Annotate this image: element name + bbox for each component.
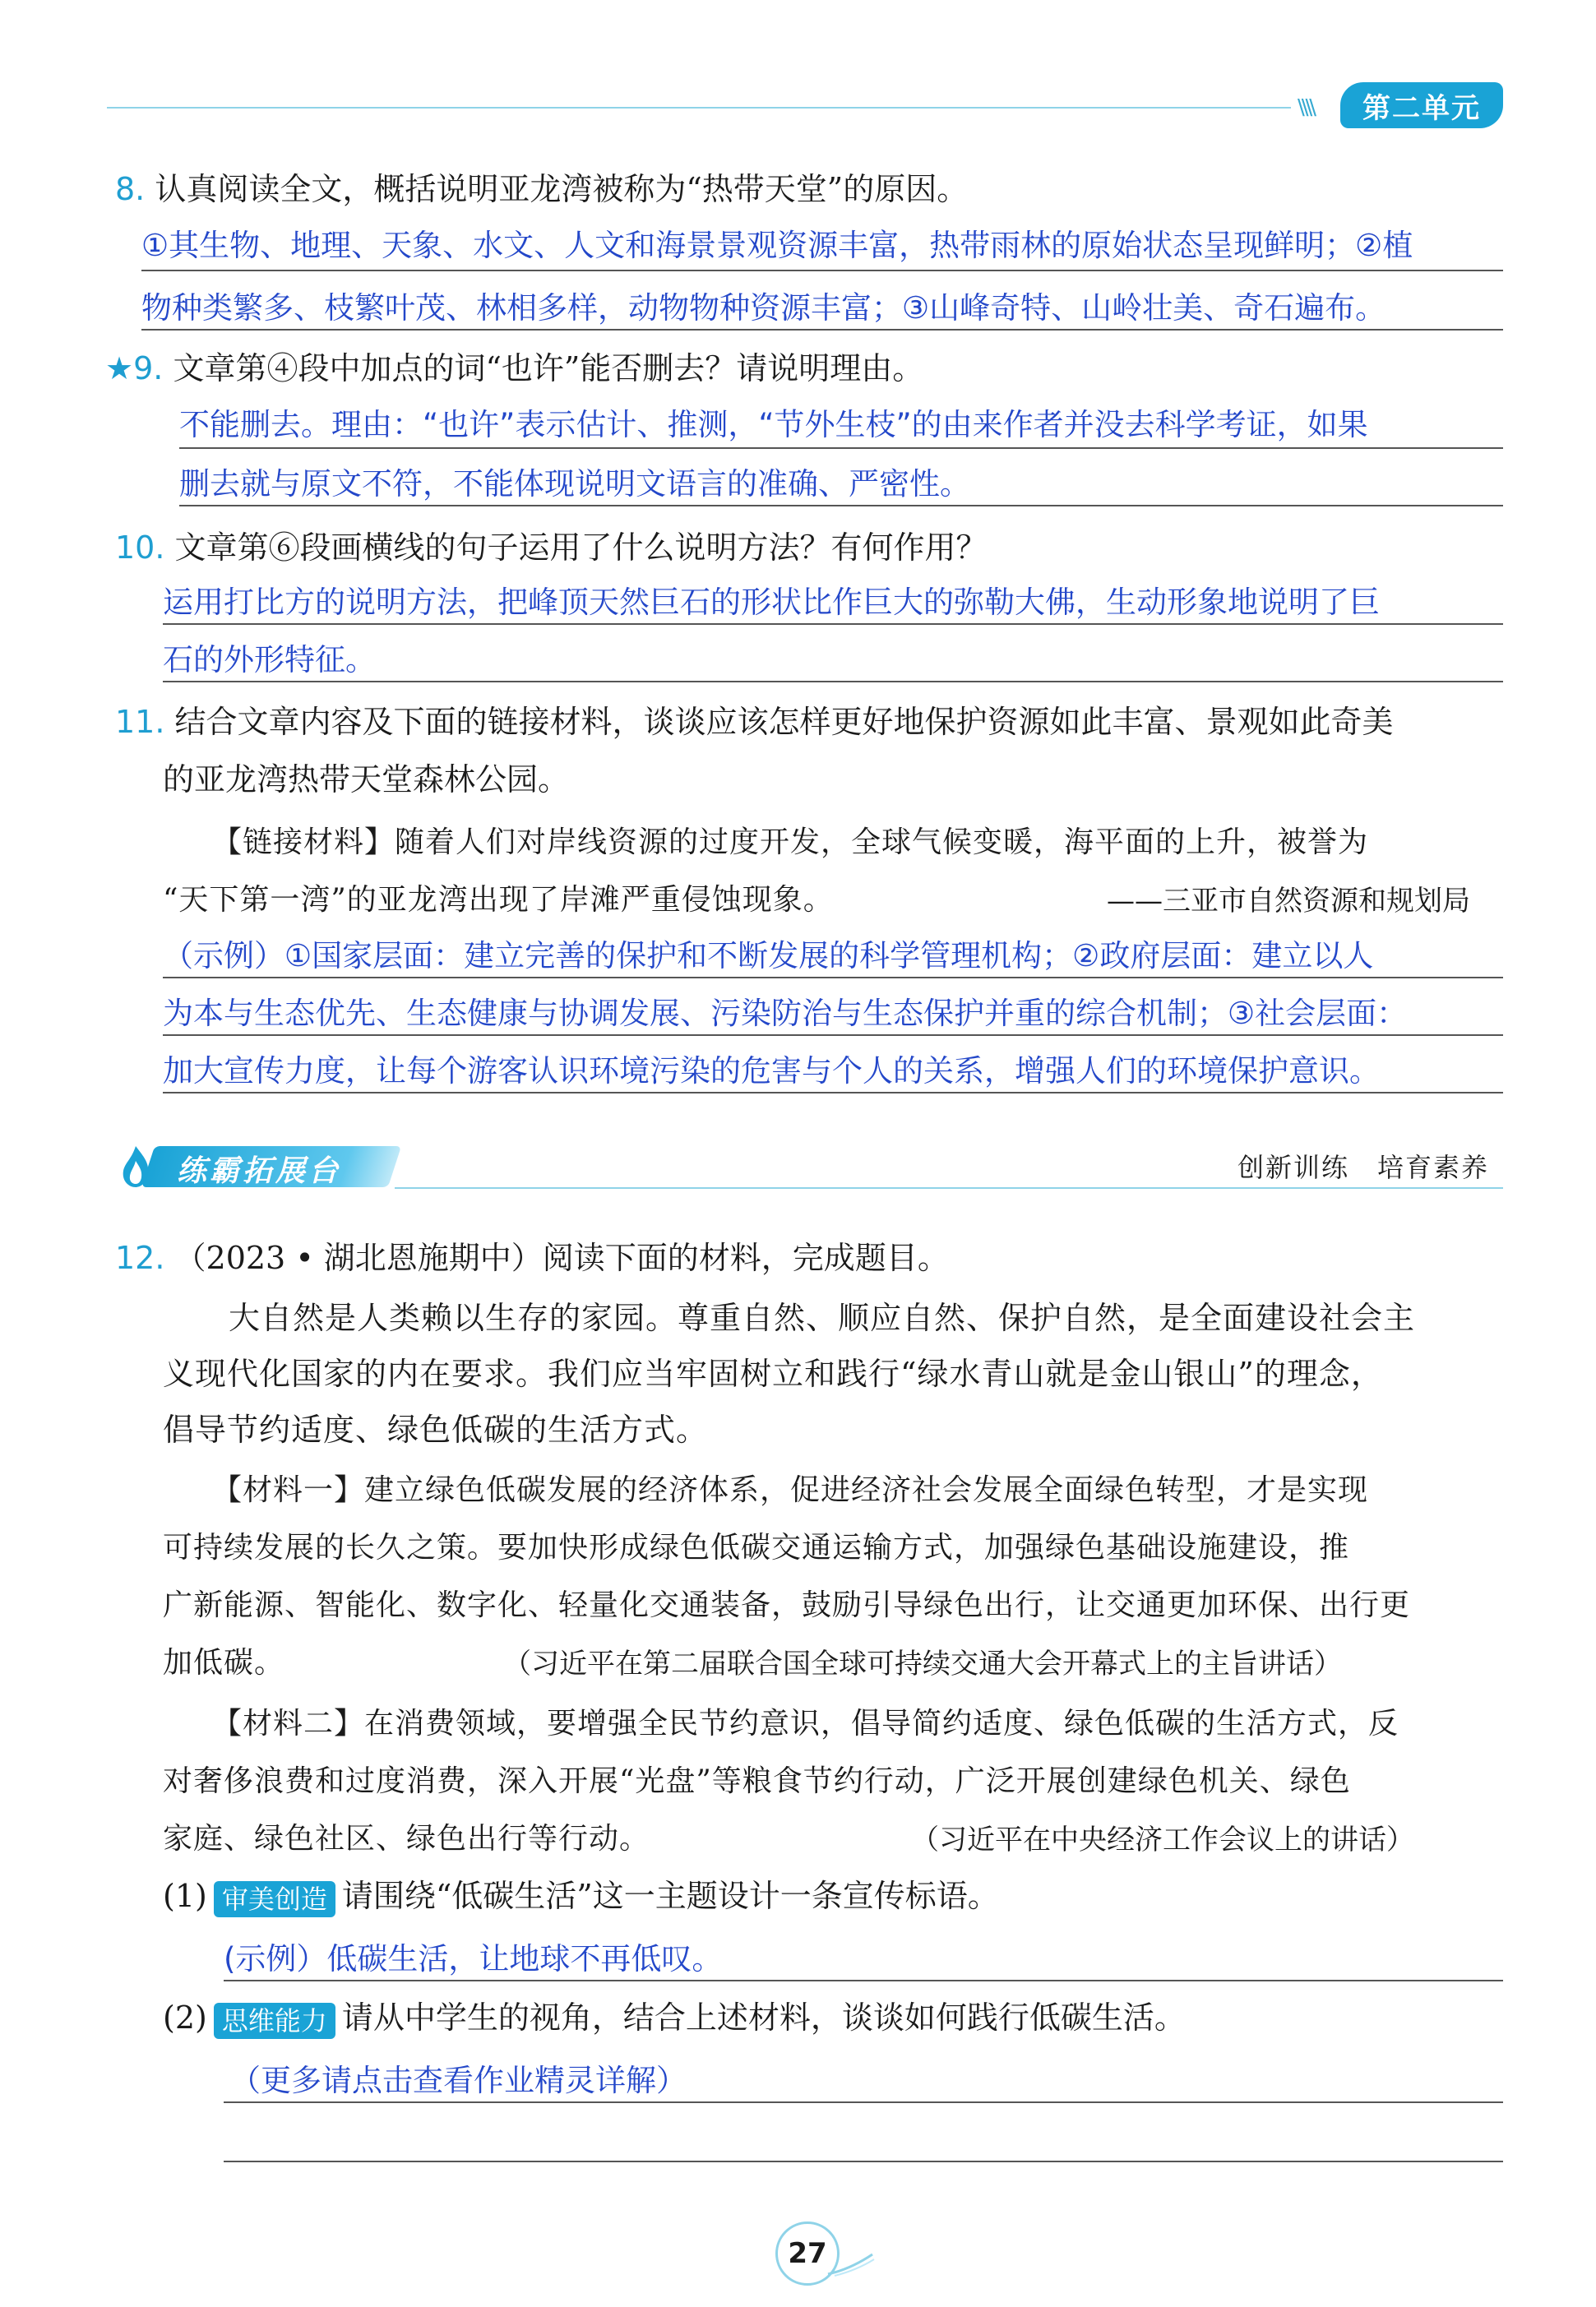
answer-line: 删去就与原文不符，不能体现说明文语言的准确、严密性。	[179, 466, 970, 502]
material-two: 家庭、绿色社区、绿色出行等行动。	[163, 1822, 650, 1856]
section-rule	[395, 1187, 1503, 1189]
material-source: ——三亚市自然资源和规划局	[1107, 885, 1470, 918]
answer-rule	[163, 623, 1503, 625]
question-text: 文章第⑥段画横线的句子运用了什么说明方法？有何作用？	[174, 529, 988, 566]
answer-line: 为本与生态优先、生态健康与协调发展、污染防治与生态保护并重的综合机制；③社会层面：	[163, 996, 1408, 1031]
sub-number: (1)	[163, 1878, 207, 1914]
question-text: 认真阅读全文，概括说明亚龙湾被称为“热带天堂”的原因。	[155, 171, 969, 207]
header-ticks: \\\\	[1298, 95, 1314, 120]
answer-rule	[163, 1092, 1503, 1093]
star-icon: ★	[105, 350, 134, 386]
sub-text: 请围绕“低碳生活”这一主题设计一条宣传标语。	[341, 1878, 999, 1914]
question-text: 结合文章内容及下面的链接材料，谈谈应该怎样更好地保护资源如此丰富、景观如此奇美	[174, 704, 1394, 740]
question-10	[115, 523, 988, 572]
question-text: 文章第④段中加点的词“也许”能否删去？请说明理由。	[173, 350, 924, 386]
material-two: 【材料二】在消费领域，要增强全民节约意识，倡导简约适度、绿色低碳的生活方式，反	[212, 1707, 1399, 1741]
answer-line: 不能删去。理由：“也许”表示估计、推测，“节外生枝”的由来作者并没去科学考证，如果	[179, 407, 1368, 442]
skill-tag: 审美创造	[214, 1881, 335, 1917]
intro-line: 倡导节约适度、绿色低碳的生活方式。	[163, 1412, 709, 1448]
answer-rule	[179, 505, 1503, 506]
header-rule	[107, 107, 1291, 109]
answer-line: ①其生物、地理、天象、水文、人文和海景景观资源丰富，热带雨林的原始状态呈现鲜明；②植	[141, 228, 1413, 263]
answer-rule	[224, 2161, 1503, 2162]
answer-link-text[interactable]: （更多请点击查看作业精灵详解）	[230, 2063, 687, 2098]
question-text-cont: 的亚龙湾热带天堂森林公园。	[163, 761, 570, 798]
answer-rule	[163, 681, 1503, 682]
section-banner	[115, 1143, 411, 1190]
link-material: “天下第一湾”的亚龙湾出现了岸滩严重侵蚀现象。	[163, 883, 834, 917]
question-8	[115, 164, 968, 214]
answer-line: 物种类繁多、枝繁叶茂、林相多样，动物物种资源丰富；③山峰奇特、山岭壮美、奇石遍布。	[141, 290, 1386, 326]
unit-badge: 第二单元	[1340, 82, 1503, 128]
answer-rule	[224, 1980, 1503, 1981]
material-two: 对奢侈浪费和过度消费，深入开展“光盘”等粮食节约行动，广泛开展创建绿色机关、绿色	[163, 1764, 1351, 1798]
section-title: 练霸拓展台	[177, 1154, 342, 1188]
page-number-swoosh-icon	[826, 2253, 876, 2277]
answer-line: 石的外形特征。	[163, 642, 376, 677]
answer-line: 运用打比方的说明方法，把峰顶天然巨石的形状比作巨大的弥勒大佛，生动形象地说明了巨	[163, 585, 1380, 620]
question-12	[115, 1233, 949, 1283]
material-one: 可持续发展的长久之策。要加快形成绿色低碳交通运输方式，加强绿色基础设施建设，推	[163, 1531, 1350, 1565]
material-one: 加低碳。	[163, 1646, 285, 1680]
answer-rule	[163, 1034, 1503, 1036]
flame-icon	[115, 1143, 156, 1190]
page-number: 27	[775, 2221, 840, 2286]
question-text: （2023 • 湖北恩施期中）阅读下面的材料，完成题目。	[174, 1240, 949, 1276]
question-number: 9.	[133, 350, 164, 386]
intro-line: 大自然是人类赖以生存的家园。尊重自然、顺应自然、保护自然，是全面建设社会主	[229, 1300, 1416, 1336]
answer-rule	[163, 977, 1503, 978]
skill-tag: 思维能力	[214, 2003, 335, 2039]
answer-rule	[141, 270, 1503, 271]
sub-question-2	[163, 1993, 1186, 2042]
answer-rule	[224, 2101, 1503, 2103]
sub-question-1	[163, 1871, 999, 1921]
answer-rule	[141, 329, 1503, 331]
material-one-source: （习近平在第二届联合国全球可持续交通大会开幕式上的主旨讲话）	[503, 1648, 1342, 1681]
question-9	[105, 344, 923, 393]
answer-line: 加大宣传力度，让每个游客认识环境污染的危害与个人的关系，增强人们的环境保护意识。	[163, 1053, 1380, 1089]
question-number: 11.	[115, 704, 165, 740]
answer-line: (示例）低碳生活，让地球不再低叹。	[224, 1941, 723, 1976]
link-material: 【链接材料】随着人们对岸线资源的过度开发，全球气候变暖，海平面的上升，被誉为	[212, 825, 1369, 859]
intro-line: 义现代化国家的内在要求。我们应当牢固树立和践行“绿水青山就是金山银山”的理念，	[163, 1356, 1383, 1392]
section-subtitle: 创新训练 培育素养	[1237, 1152, 1490, 1183]
sub-number: (2)	[163, 2000, 207, 2036]
answer-line: （示例）①国家层面：建立完善的保护和不断发展的科学管理机构；②政府层面：建立以人	[163, 938, 1374, 973]
answer-rule	[179, 447, 1503, 449]
question-number: 10.	[115, 529, 165, 566]
question-number: 12.	[115, 1240, 165, 1276]
material-one: 【材料一】建立绿色低碳发展的经济体系，促进经济社会发展全面绿色转型，才是实现	[212, 1473, 1369, 1507]
sub-text: 请从中学生的视角，结合上述材料，谈谈如何践行低碳生活。	[341, 2000, 1186, 2036]
question-11	[115, 697, 1394, 747]
material-one: 广新能源、智能化、数字化、轻量化交通装备，鼓励引导绿色出行，让交通更加环保、出行更	[163, 1588, 1411, 1622]
question-number: 8.	[115, 171, 146, 207]
material-two-source: （习近平在中央经济工作会议上的讲话）	[911, 1824, 1414, 1856]
